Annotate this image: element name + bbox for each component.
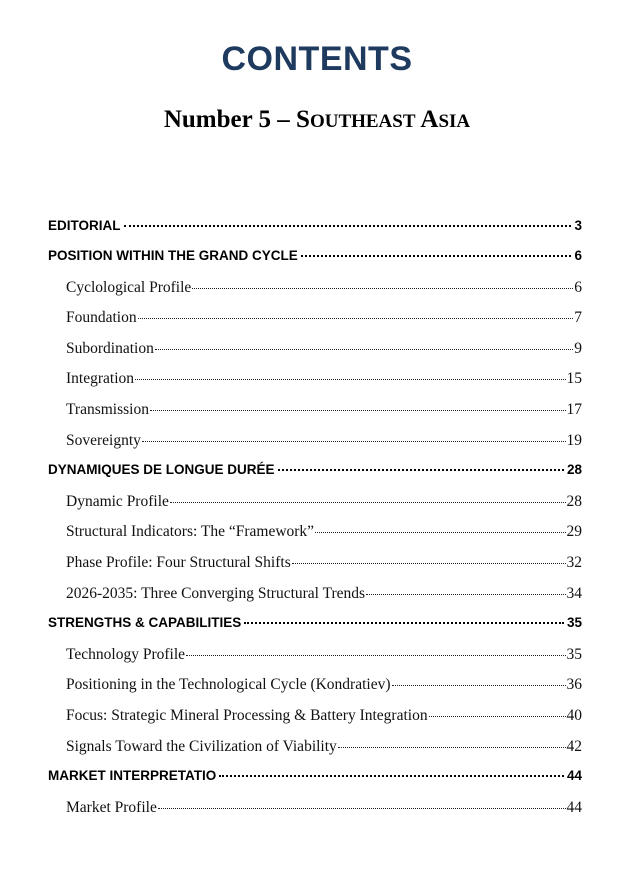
toc-entry-label: Integration (66, 370, 135, 388)
toc-subsection-entry[interactable] (48, 704, 582, 735)
toc-entry-label: POSITION WITHIN THE GRAND CYCLE (48, 248, 298, 264)
toc-entry-label: Phase Profile: Four Structural Shifts (66, 554, 291, 572)
toc-entry-label: Market Profile (66, 798, 157, 816)
toc-entry-page-number: 6 (574, 248, 582, 264)
table-of-contents (48, 214, 582, 826)
toc-entry-page-number: 3 (574, 217, 582, 233)
toc-subsection-entry[interactable] (48, 795, 582, 826)
toc-entry-page-number: 35 (566, 645, 582, 663)
issue-number: Number 5 – (163, 106, 290, 133)
toc-subsection-entry[interactable] (48, 581, 582, 612)
toc-subsection-entry[interactable] (48, 306, 582, 337)
toc-entry-page-number: 32 (566, 554, 582, 572)
toc-section-entry[interactable] (48, 765, 582, 796)
dot-leader (292, 548, 566, 565)
toc-subsection-entry[interactable] (48, 428, 582, 459)
toc-entry-label: EDITORIAL (48, 217, 121, 233)
region-name (296, 106, 470, 133)
dot-leader (366, 578, 565, 595)
toc-entry-label: Cyclological Profile (66, 278, 192, 296)
toc-entry-label: DYNAMIQUES DE LONGUE DURÉE (48, 462, 275, 478)
dot-leader (135, 364, 565, 381)
dot-leader (138, 303, 574, 320)
toc-entry-label: Positioning in the Technological Cycle (Kondratiev) (66, 676, 391, 694)
toc-entry-label: Focus: Strategic Mineral Processing & Battery Integration (66, 707, 428, 724)
page-title: CONTENTS (221, 40, 413, 78)
dot-leader (170, 486, 566, 503)
dot-leader (392, 670, 566, 687)
dot-leader (155, 333, 573, 350)
toc-entry-page-number: 44 (566, 768, 582, 784)
issue-subtitle (0, 106, 634, 134)
toc-entry-page-number: 29 (566, 523, 582, 541)
toc-entry-label: MARKET INTERPRETATIO (48, 768, 217, 784)
toc-entry-page-number: 40 (566, 707, 582, 724)
dot-leader (158, 792, 566, 809)
toc-entry-page-number: 9 (574, 339, 582, 357)
toc-entry-label: Structural Indicators: The “Framework” (66, 523, 315, 541)
toc-entry-page-number: 44 (566, 798, 582, 816)
region-word-2-rest: SIA (438, 111, 471, 132)
dot-leader (192, 272, 573, 289)
toc-subsection-entry[interactable] (48, 520, 582, 551)
toc-subsection-entry[interactable] (48, 398, 582, 429)
toc-entry-label: Dynamic Profile (66, 492, 169, 510)
toc-subsection-entry[interactable] (48, 642, 582, 673)
toc-entry-label: STRENGTHS & CAPABILITIES (48, 615, 242, 631)
toc-entry-page-number: 7 (574, 309, 582, 327)
toc-entry-label: Sovereignty (66, 431, 141, 449)
toc-subsection-entry[interactable] (48, 673, 582, 704)
toc-entry-page-number: 36 (566, 676, 582, 694)
toc-entry-label: Foundation (66, 309, 137, 327)
dot-leader (429, 701, 566, 718)
toc-entry-page-number: 42 (566, 737, 582, 755)
toc-entry-page-number: 35 (566, 615, 582, 631)
toc-entry-page-number: 28 (566, 492, 582, 510)
dot-leader (278, 456, 564, 472)
dot-leader (150, 395, 566, 412)
toc-subsection-entry[interactable] (48, 734, 582, 765)
toc-entry-label: Transmission (66, 401, 149, 419)
dot-leader (142, 425, 566, 442)
toc-entry-label: Technology Profile (66, 645, 186, 663)
toc-section-entry[interactable] (48, 612, 582, 643)
region-word-1-initial: S (296, 106, 310, 133)
dot-leader (186, 639, 565, 656)
toc-section-entry[interactable] (48, 214, 582, 245)
toc-subsection-entry[interactable] (48, 336, 582, 367)
dot-leader (219, 762, 564, 778)
dot-leader (301, 242, 572, 258)
toc-entry-page-number: 28 (566, 462, 582, 478)
dot-leader (315, 517, 565, 534)
toc-entry-page-number: 34 (566, 584, 582, 602)
toc-entry-page-number: 19 (566, 431, 582, 449)
dot-leader (338, 731, 566, 748)
toc-section-entry[interactable] (48, 245, 582, 276)
toc-entry-label: Subordination (66, 339, 154, 357)
toc-subsection-entry[interactable] (48, 489, 582, 520)
toc-entry-page-number: 15 (566, 370, 582, 388)
toc-entry-page-number: 6 (574, 278, 582, 296)
toc-subsection-entry[interactable] (48, 367, 582, 398)
toc-subsection-entry[interactable] (48, 551, 582, 582)
toc-entry-label: 2026-2035: Three Converging Structural Trends (66, 584, 366, 602)
toc-section-entry[interactable] (48, 459, 582, 490)
region-word-2-initial: A (420, 106, 439, 133)
dot-leader (124, 211, 572, 227)
region-word-1-rest: OUTHEAST (309, 111, 416, 132)
toc-subsection-entry[interactable] (48, 275, 582, 306)
toc-entry-label: Signals Toward the Civilization of Viability (66, 737, 337, 755)
dot-leader (244, 609, 564, 625)
toc-entry-page-number: 17 (566, 401, 582, 419)
